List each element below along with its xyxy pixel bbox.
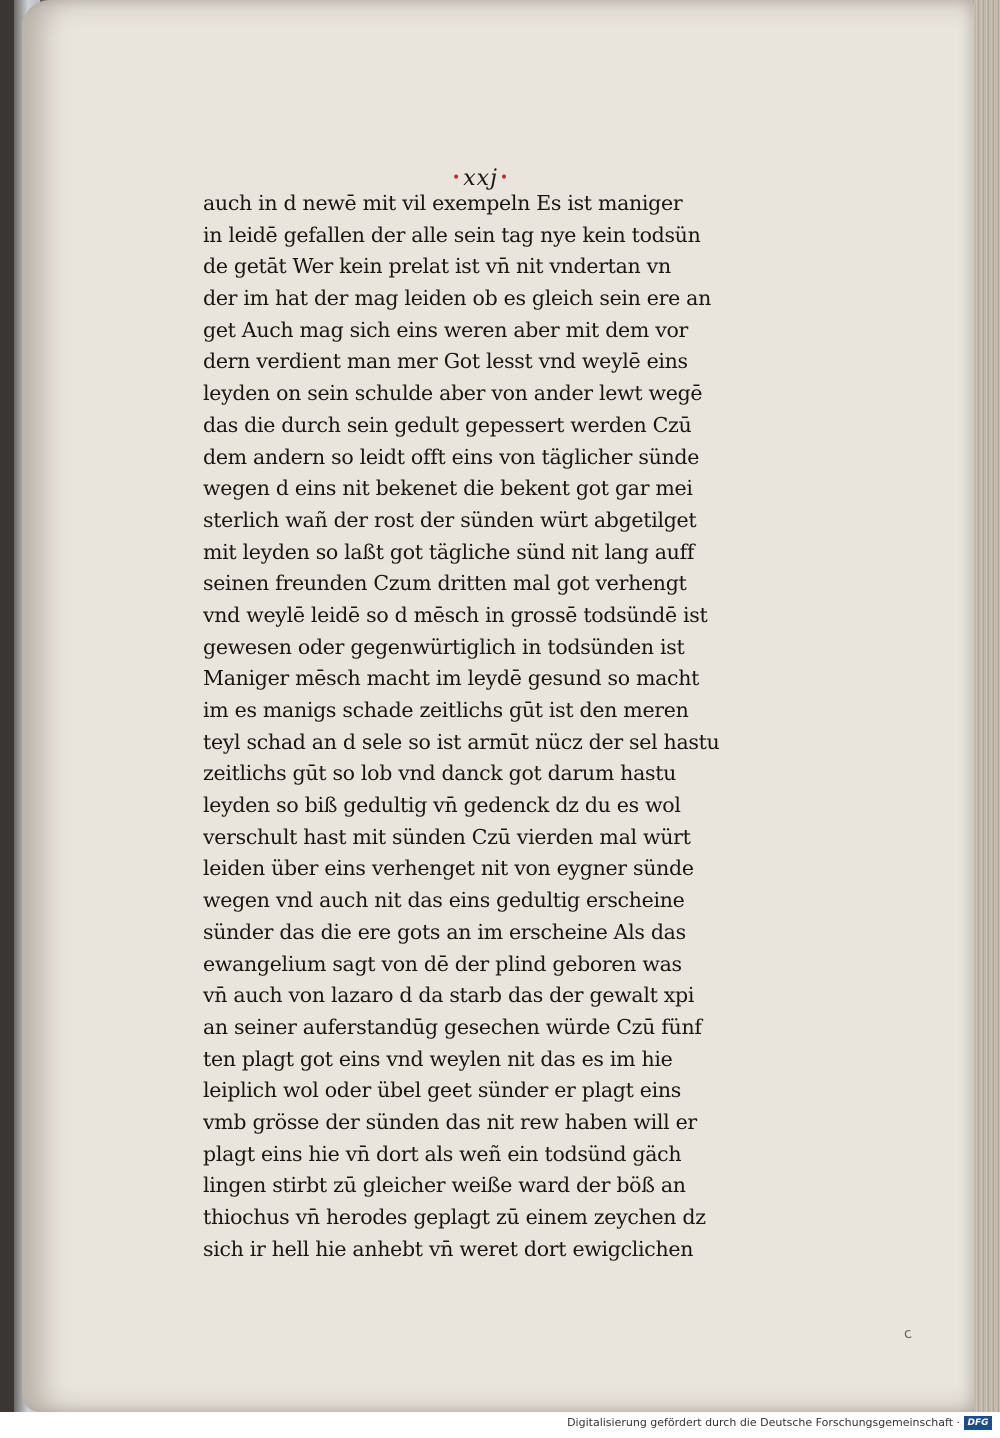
text-line: sterlich wañ der rost der sünden würt abgetilget [203, 507, 697, 532]
catchword: c [902, 1325, 914, 1343]
funding-credit: Digitalisierung gefördert durch die Deutsche Forschungsgemeinschaft · [567, 1416, 960, 1429]
text-line: thiochus vn̄ herodes geplagt zū einem zeychen dz [203, 1205, 706, 1229]
text-line: wegen d eins nit bekenet die bekent got gar mei [203, 476, 693, 501]
text-line: auch in d newē mit vil exempeln Es ist maniger [203, 191, 683, 215]
text-line: de getāt Wer kein prelat ist vn̄ nit vndertan vn [203, 254, 671, 279]
text-line: zeitlichs gūt so lob vnd danck got darum hastu [203, 761, 677, 786]
folio-number: • xxj • [452, 166, 509, 191]
text-line: sich ir hell hie anhebt vn̄ weret dort ewigclichen [203, 1236, 694, 1261]
dfg-logo: DFG [964, 1416, 992, 1430]
text-line: das die durch sein gedult gepessert werden Czū [203, 412, 692, 437]
text-line: leiplich wol oder übel geet sünder er plagt eins [203, 1078, 681, 1103]
text-line: leiden über eins verhenget nit von eygner sünde [203, 856, 694, 881]
text-line: verschult hast mit sünden Czū vierden mal würt [203, 824, 691, 849]
text-line: vnd weylē leidē so d mēsch in grossē todsündē ist [203, 602, 708, 627]
text-block [203, 188, 773, 1261]
text-line: seinen freunden Czum dritten mal got verhengt [203, 571, 687, 596]
text-line: vn̄ auch von lazaro d da starb das der gewalt xpi [203, 983, 695, 1008]
text-line: in leidē gefallen der alle sein tag nye kein todsün [203, 222, 701, 247]
text-line: wegen vnd auch nit das eins gedultig erscheine [203, 888, 685, 913]
text-line: leyden on sein schulde aber von ander lewt wegē [203, 381, 703, 406]
text-line: ewangelium sagt von dē der plind geboren was [203, 951, 682, 976]
text-line: dern verdient man mer Got lesst vnd weylē eins [203, 349, 688, 374]
text-line: ten plagt got eins vnd weylen nit das es im hie [203, 1046, 673, 1071]
text-line: mit leyden so laßt got tägliche sünd nit lang auff [203, 539, 695, 564]
text-line: teyl schad an d sele so ist armūt nücz der sel hastu [203, 729, 720, 754]
text-line: plagt eins hie vn̄ dort als weñ ein todsünd gäch [203, 1141, 682, 1166]
text-line: der im hat der mag leiden ob es gleich sein ere an [203, 286, 712, 311]
text-line: im es manigs schade zeitlichs gūt ist den meren [203, 698, 689, 722]
text-line: lingen stirbt zū gleicher weiße ward der böß an [203, 1173, 686, 1198]
text-line: Maniger mēsch macht im leydē gesund so macht [203, 666, 700, 691]
text-line: get Auch mag sich eins weren aber mit dem vor [203, 317, 689, 342]
binding-edge [0, 0, 14, 1412]
text-line: gewesen oder gegenwürtiglich in todsünden ist [203, 634, 685, 659]
text-line: leyden so biß gedultig vn̄ gedenck dz du es wol [203, 793, 681, 818]
text-line: vmb grösse der sünden das nit rew haben will er [203, 1109, 697, 1134]
text-line: an seiner auferstandūg gesechen würde Czū fünf [203, 1014, 702, 1039]
text-line: sünder das die ere gots an im erscheine Als das [203, 919, 686, 944]
text-line: dem andern so leidt offt eins von täglicher sünde [203, 444, 700, 469]
